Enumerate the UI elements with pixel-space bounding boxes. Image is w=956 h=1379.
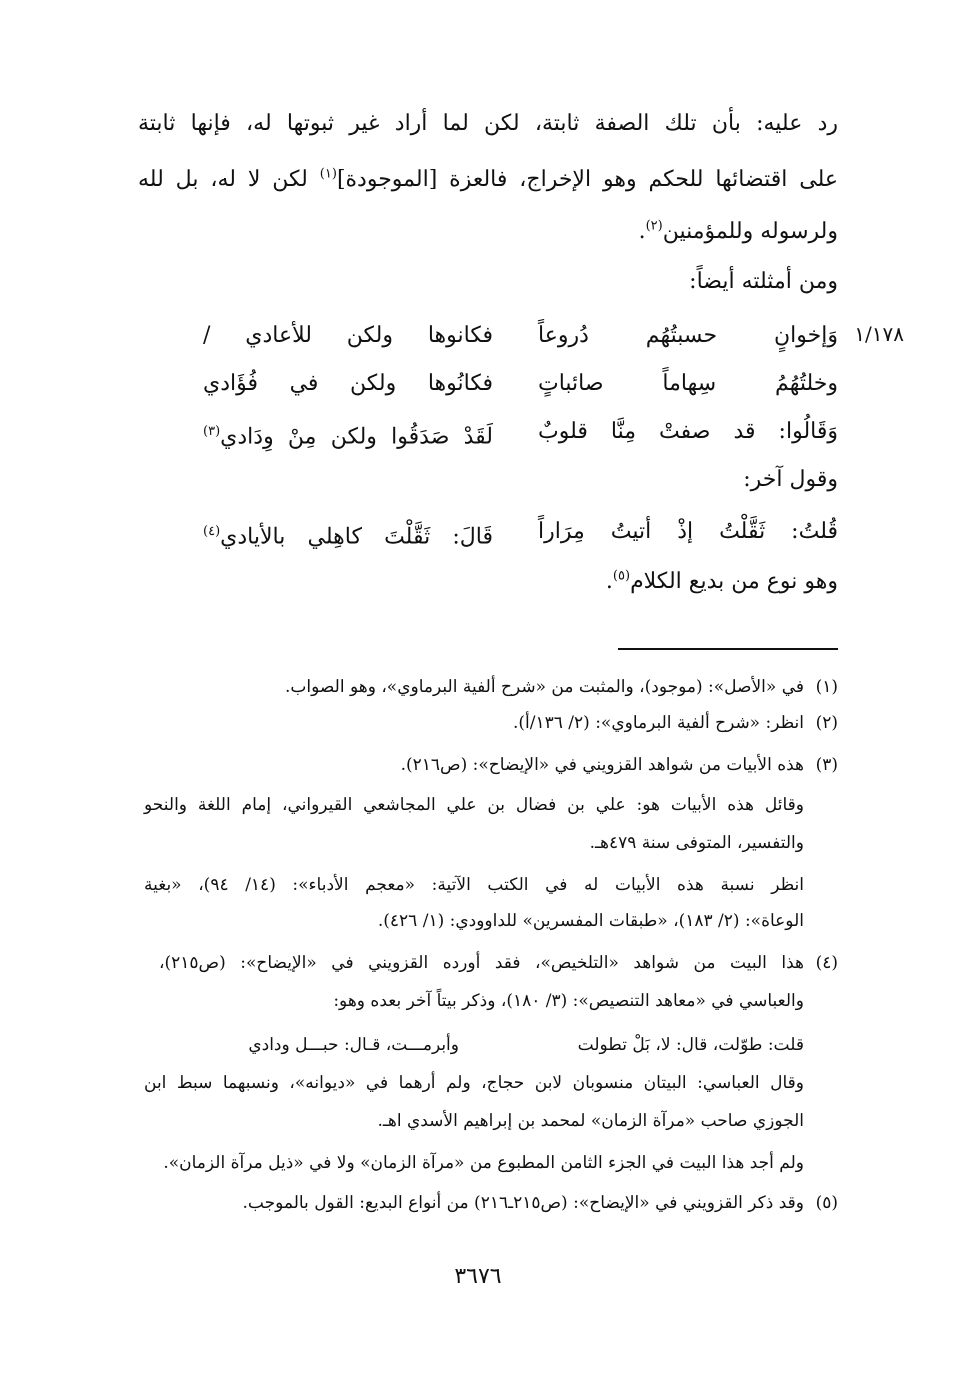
footnote-1-text: في «الأصل»: (موجود)، والمثبت من «شرح ألفية البرماوي»، وهو الصواب. xyxy=(285,677,804,697)
poem-verse-3 xyxy=(203,410,838,454)
verse-1-second-hemistich: فكانوها ولكن للأعادي / xyxy=(203,323,493,348)
footnote-3-line-1: هذه الأبيات من شواهد القزويني في «الإيضاح»: (ص٢١٦). xyxy=(400,755,804,775)
main-text-line-1: رد عليه: بأن تلك الصفة ثابتة، لكن لما أراد غير ثبوتها له، فإنها ثابتة xyxy=(138,111,838,136)
main-text-line-2: على اقتضائها للحكم وهو الإخراج، فالعزة [الموجودة]$^{(١)}$ لكن لا له، بل لله xyxy=(138,166,838,192)
footnote-ref-5: (٥) xyxy=(612,568,631,584)
footnote-4-line-4: الجوزي صاحب «مرآة الزمان» لمحمد بن إبراهيم الأسدي اهـ. xyxy=(377,1111,804,1131)
margin-page-reference: ١/١٧٨ xyxy=(854,322,904,346)
footnote-separator xyxy=(618,648,838,650)
footnote-4-verse xyxy=(154,1030,804,1060)
footnote-3-line-3: والتفسير، المتوفى سنة ٤٧٩هـ. xyxy=(589,833,804,853)
verse-3-first-hemistich: وَقَالُوا: قد صفتْ مِنَّا قلوبٌ xyxy=(538,419,838,444)
footnote-ref-4: (٤) xyxy=(203,524,221,539)
poem2-verse xyxy=(203,510,838,554)
footnote-3-line-2: وقائل هذه الأبيات هو: علي بن فضال بن علي المجاشعي القيرواني، إمام اللغة والنحو xyxy=(144,795,804,815)
footnote-2-number: (٢) xyxy=(815,713,838,733)
footnote-4-number: (٤) xyxy=(815,953,838,973)
main-text-line-3: ولرسوله وللمؤمنين$^{(٢)}$. xyxy=(638,218,838,244)
footnote-ref-1: (١) xyxy=(319,166,337,182)
poem2-intro: وقول آخر: xyxy=(743,467,838,492)
footnote-3-line-4: انظر نسبة هذه الأبيات له في الكتب الآتية: «معجم الأدباء»: (١٤/ ٩٤)، «بغية xyxy=(144,875,804,895)
footnote-4-line-5: ولم أجد هذا البيت في الجزء الثامن المطبوع من «مرآة الزمان» ولا في «ذيل مرآة الزمان». xyxy=(163,1153,804,1173)
footnote-4-line-1: هذا البيت من شواهد «التلخيص»، فقد أورده القزويني في «الإيضاح»: (ص٢١٥)، xyxy=(159,953,804,973)
page-number: ٣٦٧٦ xyxy=(454,1264,502,1289)
footnote-1-number: (١) xyxy=(815,677,838,697)
poem-verse-2 xyxy=(203,362,838,406)
footnote-4-verse-first: قلت: طوّلت، قال: لا، بَلْ تطولت xyxy=(577,1035,804,1055)
footnote-4-line-2: والعباسي في «معاهد التنصيص»: (٣/ ١٨٠)، وذكر بيتاً آخر بعده وهو: xyxy=(333,991,804,1011)
footnote-5-number: (٥) xyxy=(815,1193,838,1213)
footnote-3-number: (٣) xyxy=(815,755,838,775)
footnote-4-line-3: وقال العباسي: البيتان منسوبان لابن حجاج، ولم أرهما في «ديوانه»، ونسبهما سبط ابن xyxy=(144,1073,804,1093)
verse-3-second-hemistich: لَقَدْ صَدَقُوا ولكن مِنْ وِدَادي$^{(٣)}$ xyxy=(203,424,493,450)
verse-2-first-hemistich: وخلتُهُمُ سِهاماً صائباتٍ xyxy=(538,371,838,396)
poem-verse-1 xyxy=(203,314,838,358)
verse-2-second-hemistich: فكانُوها ولكن في فُؤَادي xyxy=(203,371,493,396)
footnote-ref-3: (٣) xyxy=(203,424,221,439)
footnote-ref-2: (٢) xyxy=(645,218,663,234)
footnote-2-text: انظر: «شرح ألفية البرماوي»: (٢/ ١٣٦/أ). xyxy=(512,713,804,733)
verse-1-first-hemistich: وَإخوانٍ حسبتُهُم دُروعاً xyxy=(538,323,838,348)
closing-line: وهو نوع من بديع الكلام$^{(٥)}$. xyxy=(605,568,838,594)
poem-intro: ومن أمثلته أيضاً: xyxy=(689,269,838,294)
poem2-second-hemistich: قَالَ: ثَقَّلْتَ كاهِلي بالأيادي$^{(٤)}$ xyxy=(203,524,493,550)
footnote-4-verse-second: وأبرمـــت، قـال: حبـــل ودادي xyxy=(248,1035,459,1055)
footnote-3-line-5: الوعاة»: (٢/ ١٨٣)، «طبقات المفسرين» للداوودي: (١/ ٤٢٦). xyxy=(377,911,804,931)
footnote-5-text: وقد ذكر القزويني في «الإيضاح»: (ص٢١٥ـ٢١٦) من أنواع البديع: القول بالموجب. xyxy=(242,1193,804,1213)
poem2-first-hemistich: قُلتُ: ثَقَّلْتُ إذْ أتيتُ مِرَاراً xyxy=(538,519,838,544)
